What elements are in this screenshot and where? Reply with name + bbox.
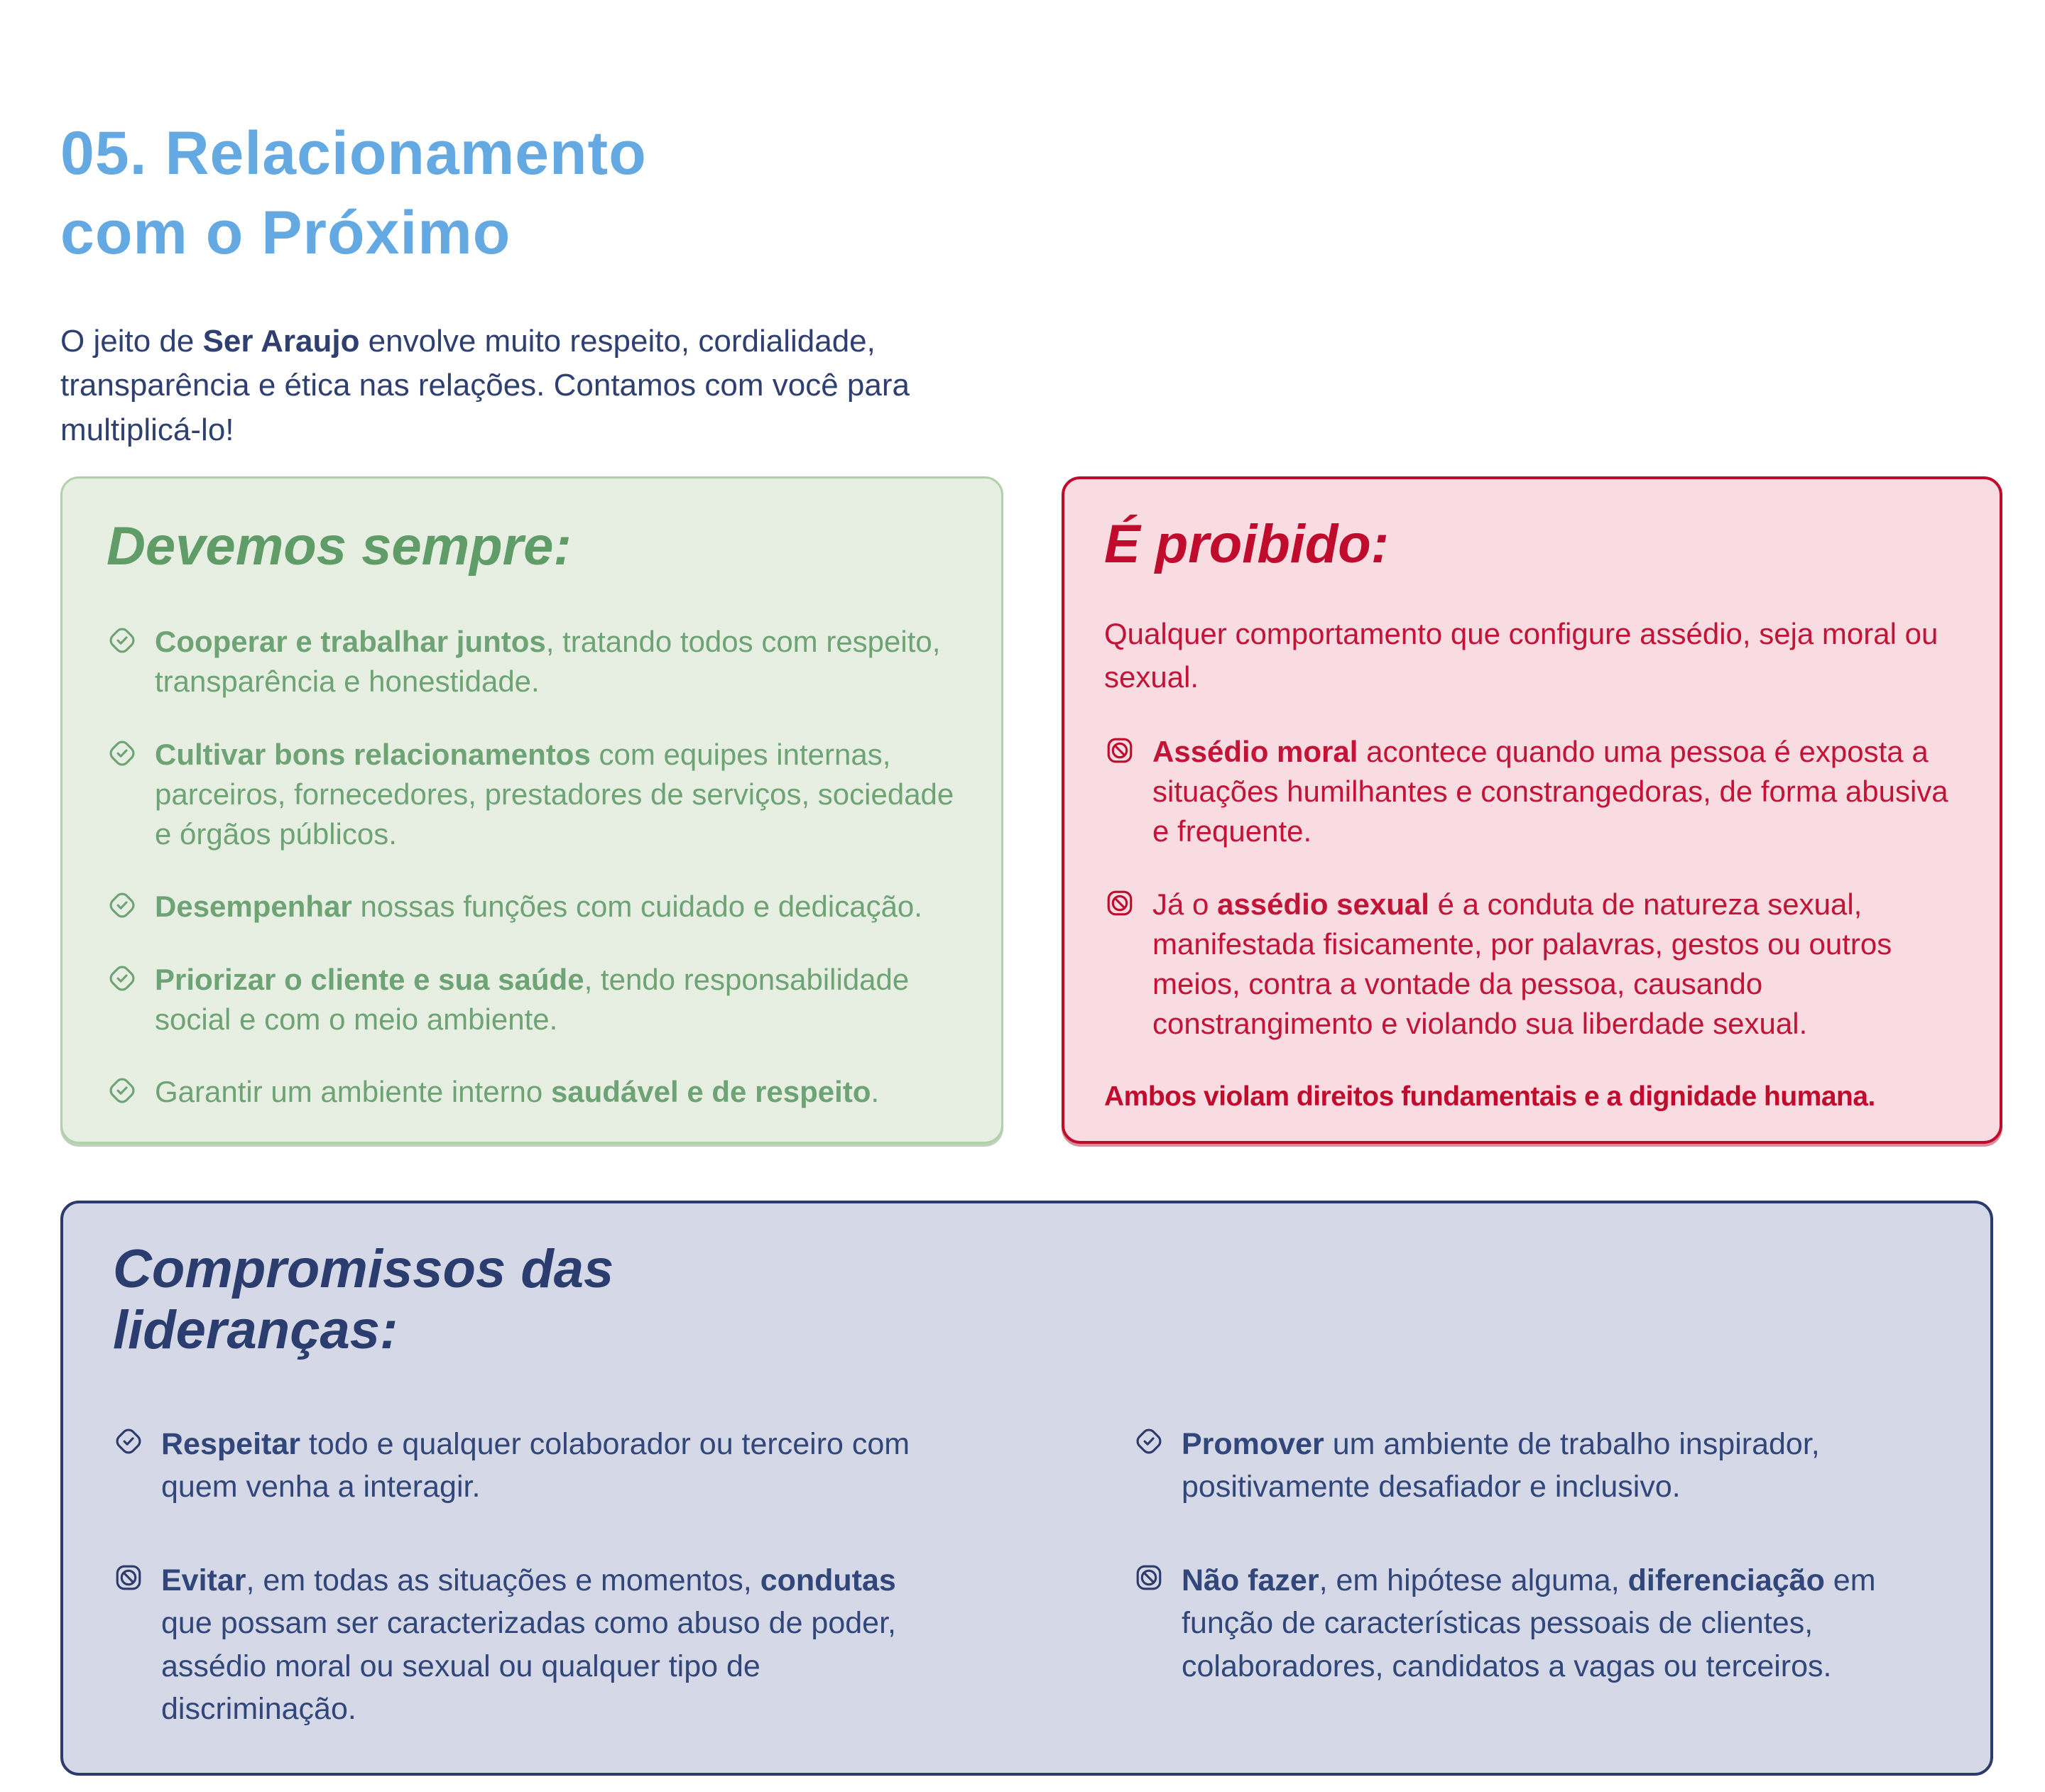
must-box-heading: Devemos sempre: <box>107 516 572 577</box>
leadership-grid <box>113 1423 1941 1730</box>
prohibited-icon <box>1104 735 1135 766</box>
list-item <box>107 735 957 855</box>
list-item-text: Desempenhar nossas funções com cuidado e dedicação. <box>155 890 922 924</box>
list-item-text: Não fazer, em hipótese alguma, diferenciação em função de características pessoais de clientes, colaboradores, candidatos a vagas ou terceiros. <box>1182 1563 1876 1683</box>
list-item-text: Cooperar e trabalhar juntos, tratando todos com respeito, transparência e honestidade. <box>155 625 941 699</box>
list-item <box>1133 1559 1941 1730</box>
forbidden-box <box>1062 476 2002 1143</box>
leadership-box <box>60 1201 1993 1776</box>
page-title <box>60 114 2002 273</box>
list-item <box>113 1559 920 1730</box>
leadership-heading-line-1: Compromissos das <box>113 1238 614 1299</box>
check-icon <box>107 890 138 921</box>
leadership-heading-line-2: lideranças: <box>113 1300 398 1361</box>
page-title-line-1: 05. Relacionamento <box>60 119 647 187</box>
must-box-list <box>107 622 957 1112</box>
check-icon <box>1133 1426 1165 1457</box>
list-item <box>113 1423 920 1508</box>
prohibited-icon <box>1104 887 1135 919</box>
check-icon <box>107 1075 138 1106</box>
list-item-text: Garantir um ambiente interno saudável e de respeito. <box>155 1075 880 1109</box>
list-item <box>1104 732 1960 852</box>
check-icon <box>107 738 138 769</box>
intro-paragraph: O jeito de Ser Araujo envolve muito respeito, cordialidade, transparência e ética nas relações. Contamos com você para multiplicá-lo! <box>60 324 910 447</box>
check-icon <box>107 625 138 656</box>
check-icon <box>107 963 138 994</box>
list-item <box>107 1072 957 1112</box>
leadership-box-heading <box>113 1239 1941 1362</box>
check-icon <box>113 1426 144 1457</box>
page-title-line-2: com o Próximo <box>60 199 511 267</box>
list-item-text: Cultivar bons relacionamentos com equipes internas, parceiros, fornecedores, prestadores de serviços, sociedade e órgãos públicos. <box>155 737 954 851</box>
list-item-text: Respeitar todo e qualquer colaborador ou terceiro com quem venha a interagir. <box>161 1426 910 1504</box>
forbidden-box-heading: É proibido: <box>1104 514 1390 575</box>
list-item <box>1133 1423 1941 1508</box>
forbidden-box-list <box>1104 732 1960 1044</box>
list-item <box>107 887 957 927</box>
list-item-text: Priorizar o cliente e sua saúde, tendo responsabilidade social e com o meio ambiente. <box>155 962 910 1036</box>
list-item <box>107 622 957 702</box>
forbidden-box-footer: Ambos violam direitos fundamentais e a dignidade humana. <box>1104 1081 1875 1112</box>
list-item <box>1104 885 1960 1044</box>
forbidden-box-lead: Qualquer comportamento que configure assédio, seja moral ou sexual. <box>1104 617 1938 694</box>
prohibited-icon <box>1133 1562 1165 1593</box>
top-boxes-row <box>60 476 2002 1143</box>
list-item-text: Promover um ambiente de trabalho inspirador, positivamente desafiador e inclusivo. <box>1182 1426 1820 1504</box>
must-box <box>60 476 1003 1143</box>
list-item-text: Já o assédio sexual é a conduta de natureza sexual, manifestada fisicamente, por palavras, gestos ou outros meios, contra a vontade da pessoa, causando constrangimento e violando sua liberdade sexual. <box>1152 887 1892 1041</box>
list-item-text: Assédio moral acontece quando uma pessoa é exposta a situações humilhantes e constrangedoras, de forma abusiva e frequente. <box>1152 734 1948 848</box>
list-item-text: Evitar, em todas as situações e momentos, condutas que possam ser caracterizadas como abuso de poder, assédio moral ou sexual ou qualquer tipo de discriminação. <box>161 1563 896 1726</box>
prohibited-icon <box>113 1562 144 1593</box>
list-item <box>107 960 957 1040</box>
